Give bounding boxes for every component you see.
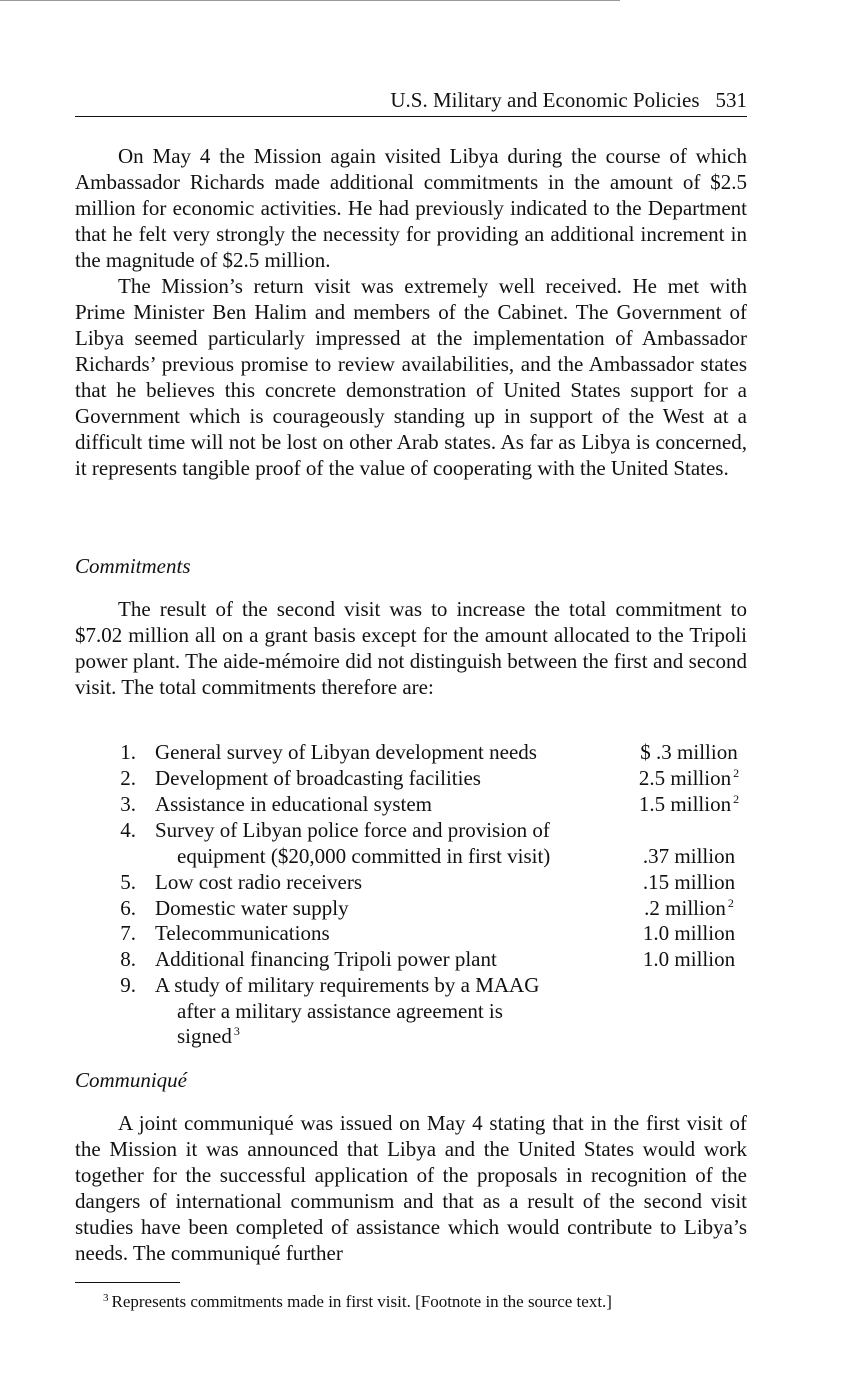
list-item-continuation (75, 998, 747, 1024)
running-title: U.S. Military and Economic Policies (390, 88, 700, 112)
amount-value: $ .3 million (640, 740, 738, 764)
list-amount (631, 843, 747, 869)
list-item (75, 791, 747, 817)
list-amount (631, 920, 747, 946)
list-description: Domestic water supply (155, 896, 349, 920)
list-description: Low cost radio receivers (155, 870, 362, 894)
paragraph-communique (75, 1110, 747, 1266)
amount-value: 2.5 million (638, 766, 732, 790)
list-number: 9. (120, 973, 136, 997)
footnote-ref: 3 (233, 1024, 240, 1038)
paragraph-3: The result of the second visit was to increase the total commitment to $7.02 million all on a grant basis except for the amount allocated to the Tripoli power plant. The aide-mémoire did not distinguish between the first and second visit. The total commitments therefore are: (75, 597, 747, 699)
section-commitments-heading (75, 553, 747, 579)
list-number: 4. (120, 818, 136, 842)
heading-communique: Communiqué (75, 1068, 187, 1092)
list-description-continued: equipment ($20,000 committed in first visit) (177, 844, 551, 868)
list-number: 7. (120, 921, 136, 945)
list-amount (631, 791, 747, 820)
footnote-rule (75, 1282, 180, 1283)
top-edge-rule (0, 0, 620, 1)
list-description: A study of military requirements by a MAAG (155, 973, 540, 997)
paragraph-1: On May 4 the Mission again visited Libya during the course of which Ambassador Richards made additional commitments in the amount of $2.5 million for economic activities. He had previously indicated to the Department that he felt very strongly the necessity for providing an additional increment in the magnitude of $2.5 million. (75, 144, 747, 272)
footnote-ref: 2 (727, 896, 734, 910)
list-item (75, 895, 747, 921)
list-item-continuation (75, 1023, 747, 1049)
running-header (75, 86, 747, 117)
list-description-continued: after a military assistance agreement is (177, 999, 503, 1023)
list-amount (631, 739, 747, 765)
list-number: 2. (120, 766, 136, 790)
list-amount (631, 869, 747, 895)
list-description: Development of broadcasting facilities (155, 766, 481, 790)
amount-value: .37 million (642, 844, 736, 868)
list-item (75, 765, 747, 791)
list-item (75, 739, 747, 765)
list-number: 6. (120, 896, 136, 920)
list-number: 3. (120, 792, 136, 816)
list-description: Assistance in educational system (155, 792, 433, 816)
list-number: 1. (120, 740, 136, 764)
list-item (75, 817, 747, 843)
list-item (75, 869, 747, 895)
footnote-ref: 2 (733, 792, 740, 806)
list-item (75, 920, 747, 946)
list-item (75, 946, 747, 972)
list-description: Additional financing Tripoli power plant (155, 947, 497, 971)
footnote-ref: 2 (733, 766, 740, 780)
list-description-end: signed (177, 1024, 232, 1048)
list-item-continuation (75, 843, 747, 869)
footnote (103, 1291, 612, 1315)
paragraph-mission-visit (75, 143, 747, 481)
amount-value: .15 million (642, 870, 736, 894)
list-number: 5. (120, 870, 136, 894)
list-amount (631, 946, 747, 972)
heading-commitments: Commitments (75, 554, 191, 578)
amount-value: 1.0 million (642, 921, 736, 945)
list-description: General survey of Libyan development needs (155, 740, 537, 764)
amount-value: 1.5 million (638, 792, 732, 816)
paragraph-4: A joint communiqué was issued on May 4 stating that in the first visit of the Mission it was announced that Libya and the United States would work together for the successful application of the proposals in recognition of the dangers of international communism and that as a result of the second visit studies have been completed of assistance which would contribute to Libya’s needs. The communiqué further (75, 1111, 747, 1265)
list-description-continued (177, 1023, 240, 1052)
list-description: Telecommunications (155, 921, 330, 945)
footnote-text: Represents commitments made in first visit. [Footnote in the source text.] (111, 1292, 612, 1311)
list-number: 8. (120, 947, 136, 971)
running-header-text (390, 88, 747, 113)
paragraph-2: The Mission’s return visit was extremely well received. He met with Prime Minister Ben Halim and members of the Cabinet. The Government of Libya seemed particularly impressed at the implementation of Ambassador Richards’ previous promise to review availabilities, and the Ambassador states that he believes this concrete demonstration of United States support for a Government which is courageously standing up in support of the West at a difficult time will not be lost on other Arab states. As far as Libya is concerned, it represents tangible proof of the value of cooperating with the United States. (75, 274, 747, 480)
page-number: 531 (715, 88, 747, 112)
list-item (75, 972, 747, 998)
footnote-marker: 3 (103, 1292, 109, 1304)
list-amount (631, 765, 747, 794)
amount-value: .2 million (644, 896, 726, 920)
amount-value: 1.0 million (642, 947, 736, 971)
section-communique-heading (75, 1067, 747, 1093)
list-description: Survey of Libyan police force and provision of (155, 818, 550, 842)
paragraph-commitments-intro (75, 596, 747, 700)
